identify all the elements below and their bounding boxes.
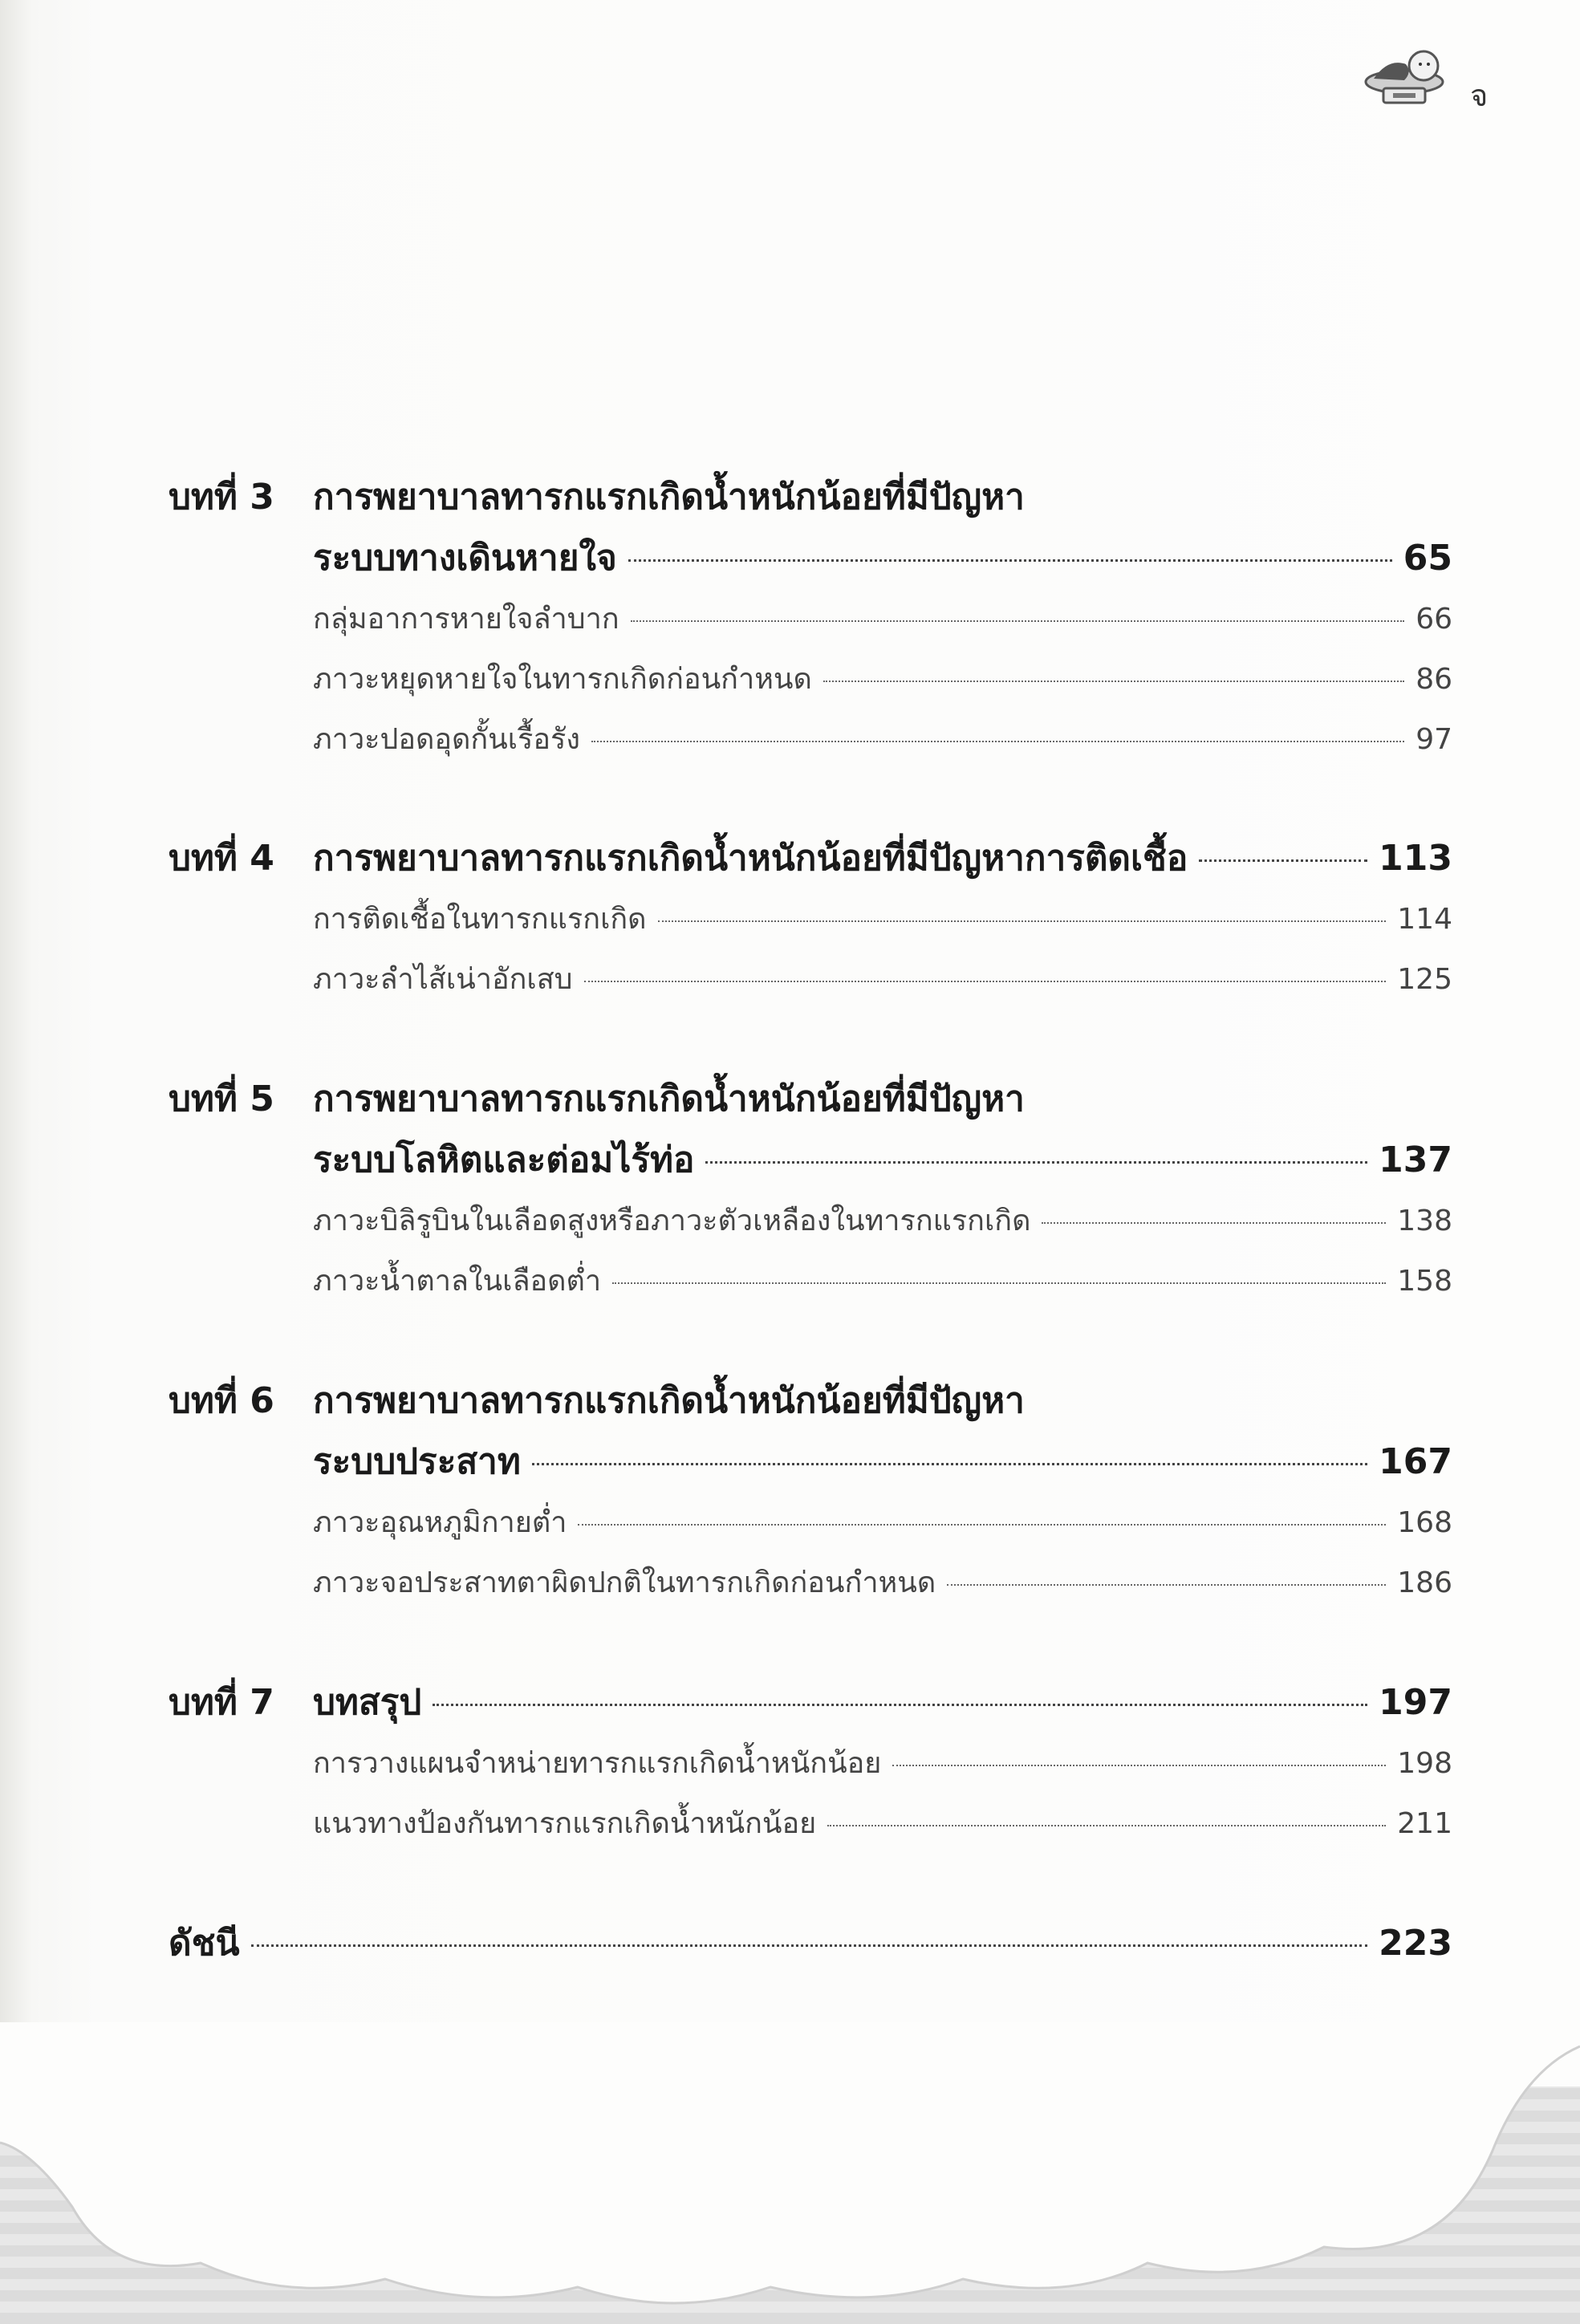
subentry-label: การวางแผนจำหน่ายทารกแรกเกิดน้ำหนักน้อย [313,1747,882,1780]
chapter-title-continued: ระบบโลหิตและต่อมไร้ท่อ [313,1140,695,1180]
subentry-page: 114 [1397,903,1452,936]
subentry-label: แนวทางป้องกันทารกแรกเกิดน้ำหนักน้อย [313,1807,817,1840]
toc-chapter-3 [169,467,1452,770]
dot-leader [823,681,1404,682]
subentry-page: 158 [1397,1265,1452,1298]
toc-subentry[interactable] [313,1191,1452,1251]
chapter-page: 113 [1379,838,1452,879]
page-number: จ [1470,78,1489,113]
subentry-page: 86 [1416,663,1452,696]
chapter-number: บทที่ 7 [169,1682,274,1723]
subentry-page: 125 [1397,963,1452,996]
dot-leader [631,620,1405,622]
chapter-page: 197 [1379,1682,1452,1723]
subentry-label: กลุ่มอาการหายใจลำบาก [313,603,619,636]
dot-leader [947,1584,1386,1586]
subentry-page: 211 [1397,1807,1452,1840]
chapter-number: บทที่ 4 [169,838,274,879]
toc-entry[interactable] [313,528,1452,589]
chapter-title: การพยาบาลทารกแรกเกิดน้ำหนักน้อยที่มีปัญหาการติดเชื้อ [313,838,1188,879]
dot-leader [705,1161,1367,1164]
subentry-page: 66 [1416,603,1452,636]
toc-chapter-7 [169,1672,1452,1854]
toc-subentry[interactable] [313,1251,1452,1311]
chapter-title-continued: ระบบประสาท [313,1441,521,1482]
toc-chapter-6 [169,1371,1452,1613]
dot-leader [584,981,1387,982]
cloud-decoration [0,2022,1580,2324]
chapter-title-continued: ระบบทางเดินหายใจ [313,538,617,579]
chapter-title: การพยาบาลทารกแรกเกิดน้ำหนักน้อยที่มีปัญหา [313,1380,1025,1421]
chapter-title: การพยาบาลทารกแรกเกิดน้ำหนักน้อยที่มีปัญหา [313,477,1025,518]
subentry-label: ภาวะลำไส้เน่าอักเสบ [313,963,573,996]
baby-scale-mascot-icon [1356,40,1452,112]
toc-subentry[interactable] [313,1733,1452,1794]
dot-leader [532,1463,1367,1465]
toc-subentry[interactable] [313,1553,1452,1613]
toc-chapter-5 [169,1069,1452,1311]
subentry-page: 168 [1397,1506,1452,1539]
chapter-title: การพยาบาลทารกแรกเกิดน้ำหนักน้อยที่มีปัญหา [313,1079,1025,1119]
chapter-number: บทที่ 5 [169,1079,274,1119]
subentry-label: ภาวะปอดอุดกั้นเรื้อรัง [313,723,580,756]
dot-leader [628,559,1392,562]
chapter-page: 65 [1403,538,1452,579]
toc-subentry[interactable] [313,589,1452,649]
toc-subentry[interactable] [313,949,1452,1010]
toc-entry[interactable] [169,1913,1452,1974]
toc-subentry[interactable] [313,709,1452,770]
chapter-number: บทที่ 6 [169,1380,274,1421]
toc-subentry[interactable] [313,1794,1452,1854]
dot-leader [612,1282,1386,1284]
index-label: ดัชนี [169,1923,240,1964]
toc-subentry[interactable] [313,1493,1452,1553]
toc-entry[interactable] [313,1130,1452,1191]
dot-leader [1199,859,1367,862]
chapter-title: บทสรุป [313,1682,422,1723]
subentry-label: ภาวะอุณหภูมิกายต่ำ [313,1506,567,1539]
dot-leader [433,1704,1367,1706]
dot-leader [892,1765,1386,1766]
toc-entry[interactable] [169,828,1452,889]
subentry-label: ภาวะบิลิรูบินในเลือดสูงหรือภาวะตัวเหลืองในทารกแรกเกิด [313,1205,1031,1237]
toc-entry[interactable] [169,1672,1452,1733]
index-page: 223 [1379,1923,1452,1964]
subentry-page: 97 [1416,723,1452,756]
toc-subentry[interactable] [313,649,1452,709]
chapter-page: 137 [1379,1140,1452,1180]
subentry-label: ภาวะจอประสาทตาผิดปกติในทารกเกิดก่อนกำหนด [313,1566,936,1599]
dot-leader [658,920,1387,922]
dot-leader [578,1524,1386,1526]
dot-leader [251,1944,1368,1947]
dot-leader [827,1825,1386,1826]
toc-entry[interactable] [313,1432,1452,1493]
dot-leader [1042,1222,1386,1224]
subentry-label: ภาวะน้ำตาลในเลือดต่ำ [313,1265,602,1298]
chapter-page: 167 [1379,1441,1452,1482]
toc-chapter-4 [169,828,1452,1010]
subentry-page: 198 [1397,1747,1452,1780]
subentry-label: การติดเชื้อในทารกแรกเกิด [313,903,647,936]
subentry-page: 186 [1397,1566,1452,1599]
toc-subentry[interactable] [313,889,1452,949]
toc-index [169,1913,1452,1974]
subentry-page: 138 [1397,1205,1452,1237]
chapter-number: บทที่ 3 [169,477,274,518]
dot-leader [591,741,1404,742]
subentry-label: ภาวะหยุดหายใจในทารกเกิดก่อนกำหนด [313,663,812,696]
